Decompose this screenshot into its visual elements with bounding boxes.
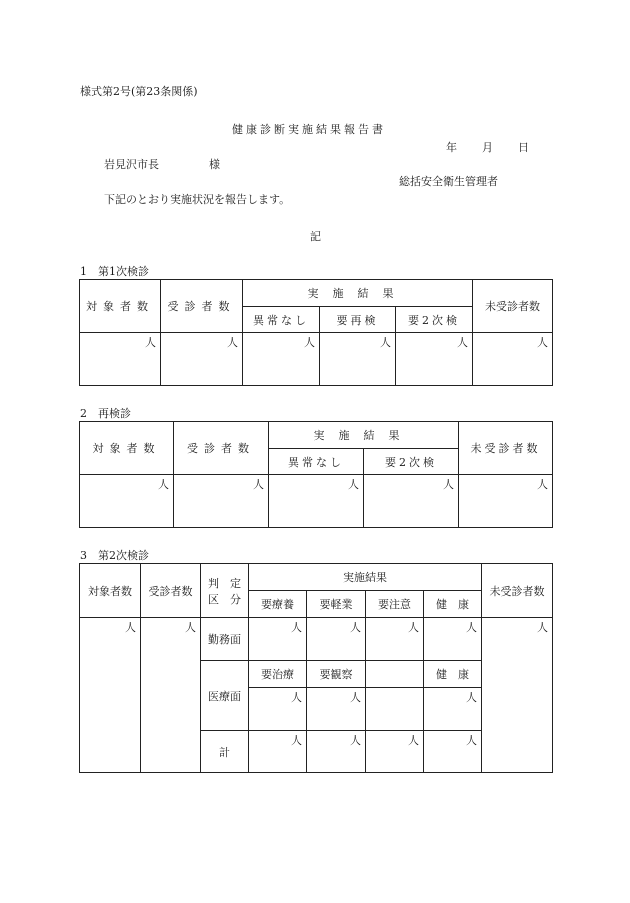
date-month-label: 月	[482, 141, 493, 154]
section3-table	[79, 563, 553, 773]
s2-header-examined: 受診者数	[174, 422, 269, 475]
s2-cell-normal[interactable]: 人	[269, 475, 364, 528]
s3-work-cell-4[interactable]: 人	[424, 618, 482, 661]
form-number: 様式第2号(第23条関係)	[80, 85, 198, 98]
s3-work-cell-1[interactable]: 人	[249, 618, 307, 661]
s3-work-header-2: 要軽業	[307, 591, 366, 618]
honorific: 様	[209, 158, 220, 171]
s3-cell-unexamined[interactable]: 人	[482, 618, 553, 773]
date-day-label: 日	[518, 141, 529, 154]
s1-header-target: 対象者数	[80, 280, 161, 333]
s3-work-header-4: 健 康	[424, 591, 482, 618]
s3-med-cell-2[interactable]: 人	[307, 688, 366, 731]
section1-heading: 1 第1次検診	[80, 265, 149, 278]
s3-med-cell-3[interactable]	[366, 688, 424, 731]
s1-cell-second[interactable]: 人	[396, 333, 473, 386]
s1-sub-second: 要2次検	[396, 307, 473, 333]
s3-header-target: 対象者数	[80, 564, 141, 618]
s1-header-result: 実施結果	[243, 280, 473, 307]
s3-med-header-3	[366, 661, 424, 688]
s3-header-judge-line2: 区 分	[208, 592, 241, 606]
date-year-label: 年	[446, 141, 457, 154]
section3-heading: 3 第2次検診	[80, 549, 149, 562]
s3-total-cell-1[interactable]: 人	[249, 731, 307, 773]
s1-header-unexamined: 未受診者数	[473, 280, 553, 333]
s3-row-work: 勤務面	[201, 618, 249, 661]
ki-marker: 記	[310, 230, 321, 243]
s2-sub-normal: 異常なし	[269, 449, 364, 475]
s1-cell-examined[interactable]: 人	[161, 333, 243, 386]
s1-cell-normal[interactable]: 人	[243, 333, 320, 386]
s2-sub-second: 要2次検	[364, 449, 459, 475]
s3-work-header-1: 要療養	[249, 591, 307, 618]
s1-sub-recheck: 要再検	[320, 307, 396, 333]
s3-med-header-1: 要治療	[249, 661, 307, 688]
s1-cell-target[interactable]: 人	[80, 333, 161, 386]
s2-cell-second[interactable]: 人	[364, 475, 459, 528]
document-title: 健康診断実施結果報告書	[232, 123, 386, 136]
s2-header-result: 実施結果	[269, 422, 459, 449]
s3-row-medical: 医療面	[201, 661, 249, 731]
s3-row-total: 計	[201, 731, 249, 773]
s3-med-header-4: 健 康	[424, 661, 482, 688]
s2-cell-examined[interactable]: 人	[174, 475, 269, 528]
intro-text: 下記のとおり実施状況を報告します。	[104, 193, 291, 206]
s3-header-judge-line1: 判 定	[208, 576, 241, 590]
s3-med-cell-4[interactable]: 人	[424, 688, 482, 731]
s3-header-judge	[201, 564, 249, 618]
s3-med-header-2: 要観察	[307, 661, 366, 688]
s3-total-cell-2[interactable]: 人	[307, 731, 366, 773]
section2-heading: 2 再検診	[80, 407, 131, 420]
s1-cell-unexamined[interactable]: 人	[473, 333, 553, 386]
s1-header-examined: 受診者数	[161, 280, 243, 333]
s3-med-cell-1[interactable]: 人	[249, 688, 307, 731]
s3-header-unexamined: 未受診者数	[482, 564, 553, 618]
s3-work-cell-3[interactable]: 人	[366, 618, 424, 661]
s3-total-cell-3[interactable]: 人	[366, 731, 424, 773]
s3-work-cell-2[interactable]: 人	[307, 618, 366, 661]
s3-header-result: 実施結果	[249, 564, 482, 591]
s3-work-header-3: 要注意	[366, 591, 424, 618]
s3-cell-target[interactable]: 人	[80, 618, 141, 773]
addressee: 岩見沢市長	[104, 158, 159, 171]
s3-header-examined: 受診者数	[141, 564, 201, 618]
s1-cell-recheck[interactable]: 人	[320, 333, 396, 386]
section1-table	[79, 279, 553, 386]
s1-sub-normal: 異常なし	[243, 307, 320, 333]
reporter-title: 総括安全衛生管理者	[399, 175, 498, 188]
s2-header-unexamined: 未受診者数	[459, 422, 553, 475]
s3-cell-examined[interactable]: 人	[141, 618, 201, 773]
s2-header-target: 対象者数	[80, 422, 174, 475]
section2-table	[79, 421, 553, 528]
s2-cell-target[interactable]: 人	[80, 475, 174, 528]
s3-total-cell-4[interactable]: 人	[424, 731, 482, 773]
s2-cell-unexamined[interactable]: 人	[459, 475, 553, 528]
